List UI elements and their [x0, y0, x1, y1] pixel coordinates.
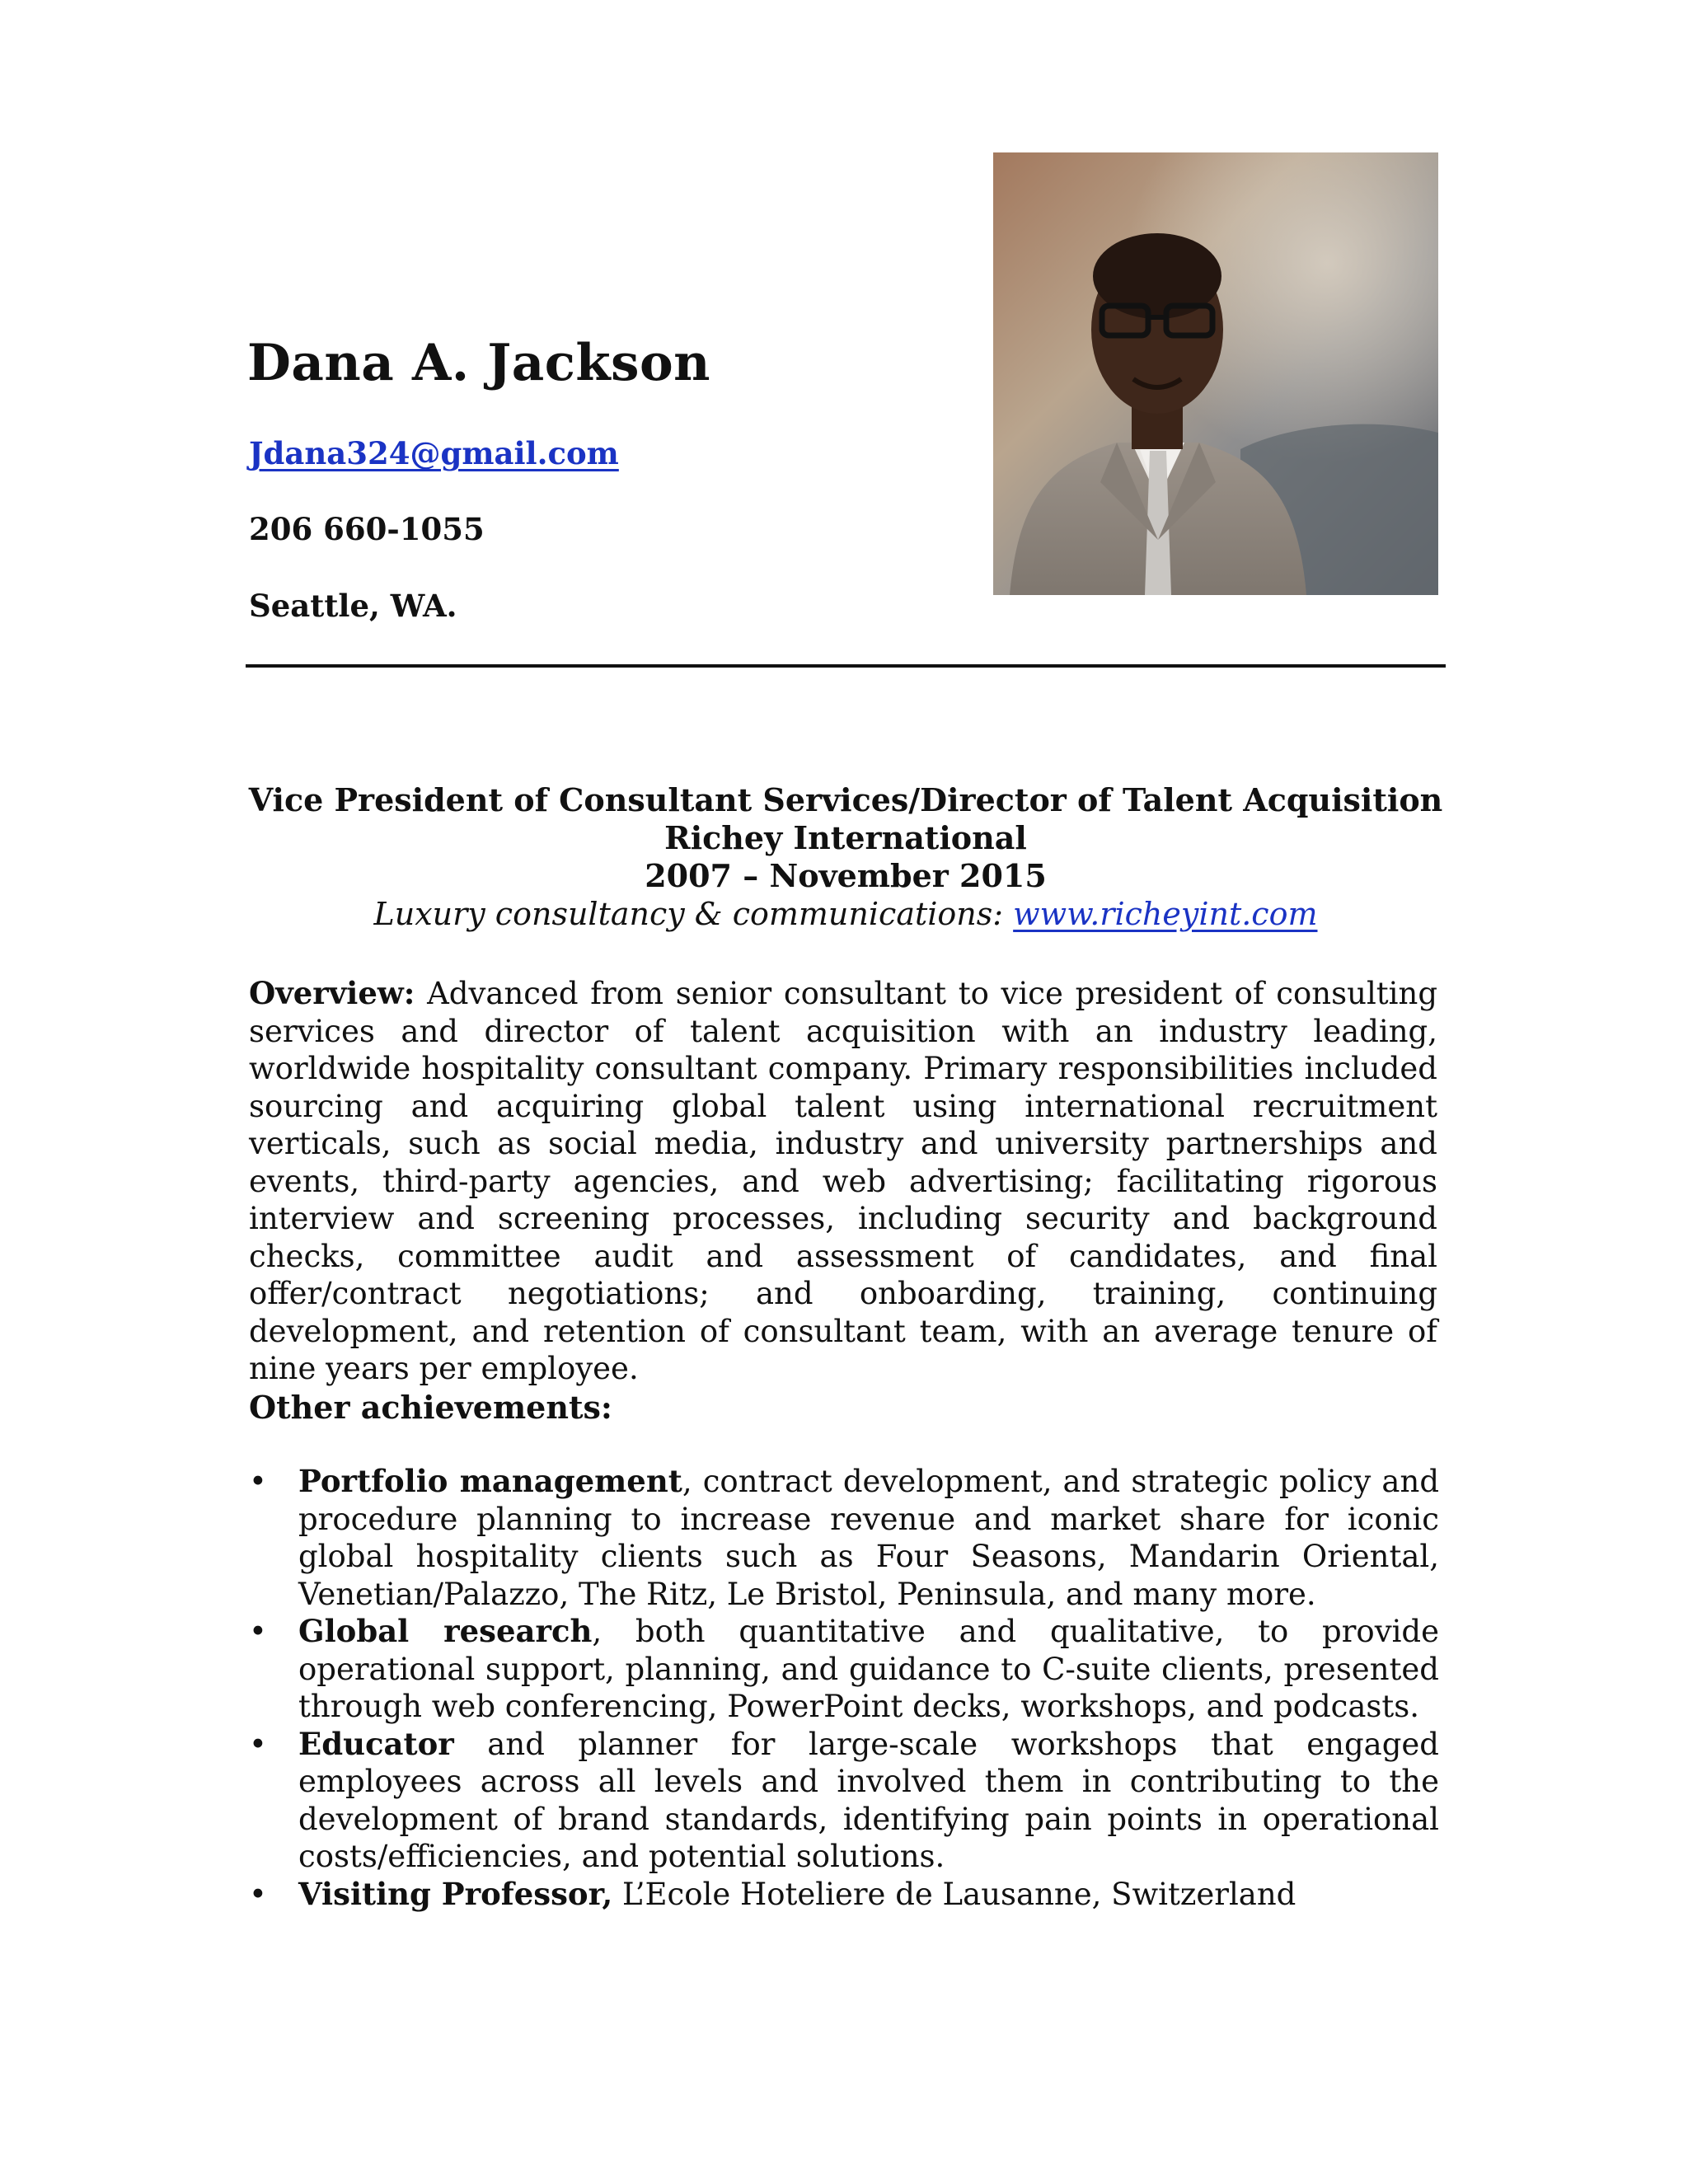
achievement-text: , both quantitative and qualitative, to provide operational support, planning, and guidance to C-suite clients, presented through web conferencing, PowerPoint decks, workshops, and podcasts. — [298, 1614, 1440, 1724]
phone-number: 206 660-1055 — [249, 511, 485, 547]
company-website-link[interactable]: www.richeyint.com — [1013, 896, 1318, 932]
tagline-text: Luxury consultancy & communications: — [373, 896, 1004, 932]
overview-paragraph — [249, 975, 1437, 1388]
bullet-icon: • — [249, 1876, 267, 1912]
list-item — [249, 1726, 1439, 1876]
achievement-text: L’Ecole Hoteliere de Lausanne, Switzerland — [612, 1876, 1296, 1912]
email-link[interactable]: Jdana324@gmail.com — [249, 435, 619, 471]
achievement-lead: Global research — [298, 1613, 593, 1649]
header-divider — [246, 664, 1446, 668]
bullet-icon: • — [249, 1726, 267, 1762]
list-item — [249, 1613, 1439, 1726]
location: Seattle, WA. — [249, 588, 457, 624]
company-tagline — [246, 895, 1446, 933]
profile-photo — [993, 152, 1438, 595]
achievements-list — [249, 1463, 1439, 1913]
bullet-icon: • — [249, 1614, 267, 1649]
job-header — [246, 781, 1446, 933]
bullet-icon: • — [249, 1464, 267, 1499]
achievement-lead: Portfolio management — [298, 1463, 682, 1499]
overview-label: Overview: — [249, 975, 415, 1011]
job-title: Vice President of Consultant Services/Director of Talent Acquisition — [248, 781, 1443, 818]
other-achievements-heading: Other achievements: — [249, 1389, 612, 1426]
list-item — [249, 1876, 1439, 1914]
achievement-text: and planner for large-scale workshops that engaged employees across all levels and involved them in contributing to the development of brand standards, identifying pain points in operational costs/efficiencies, and potential solutions. — [298, 1726, 1439, 1874]
achievement-text: , contract development, and strategic policy and procedure planning to increase revenue and market share for iconic global hospitality clients such as Four Seasons, Mandarin Oriental, Venetian/Palazzo, The Ritz, Le Bristol, Peninsula, and many more. — [298, 1464, 1439, 1612]
overview-text: Advanced from senior consultant to vice president of consulting services and director of talent acquisition with an industry leading, worldwide hospitality consultant company. Primary responsibilities included sourcing and acquiring global talent using international recruitment verticals, such as social media, industry and university partnerships and events, third-party agencies, and web advertising; facilitating rigorous interview and screening processes, including security and background checks, committee audit and assessment of candidates, and final offer/contract negotiations; and onboarding, training, continuing development, and retention of consultant team, with an average tenure of nine years per employee. — [249, 976, 1438, 1386]
achievement-lead: Educator — [298, 1725, 454, 1762]
job-dates: 2007 – November 2015 — [645, 857, 1047, 894]
candidate-name: Dana A. Jackson — [247, 334, 711, 392]
company-name: Richey International — [664, 819, 1027, 856]
achievement-lead: Visiting Professor, — [298, 1875, 613, 1912]
list-item — [249, 1463, 1439, 1613]
